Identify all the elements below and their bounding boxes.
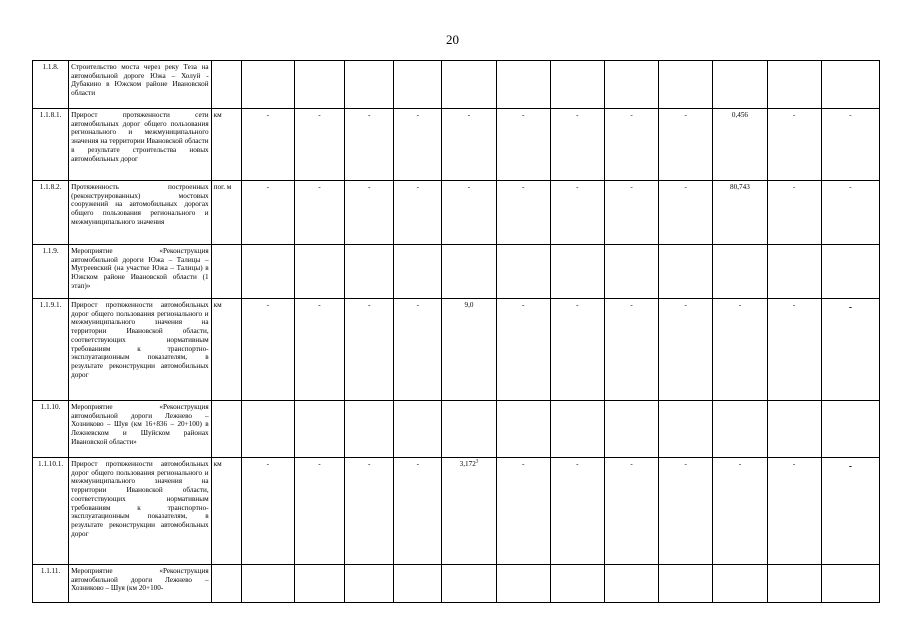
- row-value-cell: [496, 245, 550, 299]
- row-value: -: [576, 183, 579, 191]
- row-value-cell: [496, 61, 550, 109]
- row-value-cell: [294, 181, 344, 245]
- row-value-cell: [496, 181, 550, 245]
- row-value-cell: [442, 61, 496, 109]
- row-value-cell: [294, 61, 344, 109]
- table-row: [33, 565, 880, 603]
- table-row: [33, 458, 880, 565]
- row-value-cell: [442, 565, 496, 603]
- row-value-cell: [442, 299, 496, 401]
- row-value: -: [367, 460, 371, 468]
- row-value-cell: [821, 245, 879, 299]
- row-value-cell: [767, 181, 821, 245]
- row-value: -: [684, 460, 687, 468]
- row-value-cell: [821, 458, 879, 565]
- row-value: 80,743: [730, 183, 750, 191]
- row-value-cell: [604, 109, 658, 181]
- row-number: 1.1.8.1.: [33, 109, 69, 181]
- row-value: -: [467, 111, 471, 119]
- row-value: 3,172: [459, 460, 476, 468]
- row-indicator-name: Строительство моста через реку Теза на автомобильной дороге Южа – Холуй - Дубакино в Южском районе Ивановской области: [69, 61, 212, 109]
- row-value-cell: [241, 245, 294, 299]
- row-value-cell: [713, 109, 767, 181]
- row-value-cell: [496, 565, 550, 603]
- table-row: [33, 109, 880, 181]
- row-unit: [211, 61, 241, 109]
- row-value: -: [367, 111, 371, 119]
- row-value: -: [792, 183, 796, 191]
- row-value: -: [521, 460, 525, 468]
- row-value-cell: [394, 109, 442, 181]
- row-value-cell: [659, 565, 713, 603]
- row-value: -: [576, 111, 579, 119]
- row-value-cell: [345, 565, 394, 603]
- row-value-cell: [550, 401, 604, 458]
- row-value-cell: [767, 61, 821, 109]
- row-value-cell: [394, 61, 442, 109]
- row-value: -: [467, 183, 471, 191]
- row-unit: км: [211, 299, 241, 401]
- row-value: -: [684, 183, 687, 191]
- row-value: -: [521, 111, 525, 119]
- row-value: -: [367, 183, 371, 191]
- row-value: -: [318, 460, 321, 468]
- row-value-cell: [604, 565, 658, 603]
- row-value-cell: [821, 109, 879, 181]
- row-value-cell: [713, 61, 767, 109]
- row-value: -: [684, 111, 687, 119]
- row-value-cell: [394, 458, 442, 565]
- row-value-cell: [345, 109, 394, 181]
- row-value-cell: [496, 109, 550, 181]
- row-value-cell: [659, 109, 713, 181]
- row-indicator-name: Протяженность построенных (реконструированных) мостовых сооружений на автомобильных дорогах общего пользования регионального и межмуниципального значения: [69, 181, 212, 245]
- row-value: -: [849, 183, 852, 191]
- row-value-cell: [659, 61, 713, 109]
- row-value-cell: [345, 181, 394, 245]
- row-value-cell: [604, 458, 658, 565]
- row-unit: [211, 245, 241, 299]
- row-value-cell: [294, 565, 344, 603]
- row-unit: км: [211, 458, 241, 565]
- row-value-cell: [821, 565, 879, 603]
- row-value-cell: [241, 61, 294, 109]
- row-value-cell: [241, 299, 294, 401]
- row-value: -: [576, 460, 579, 468]
- row-value: 0,456: [731, 111, 749, 119]
- row-indicator-name: Мероприятие «Реконструкция автомобильной дороги Лежнево – Хозниково – Шуя (км 20+100-: [69, 565, 212, 603]
- row-value: -: [738, 301, 742, 309]
- row-value: -: [630, 460, 633, 468]
- row-value: 9,0: [464, 301, 474, 309]
- row-value-cell: [713, 245, 767, 299]
- row-value-cell: [345, 299, 394, 401]
- row-value: -: [792, 111, 796, 119]
- row-value-cell: [550, 181, 604, 245]
- row-value-cell: [294, 109, 344, 181]
- row-value-cell: [442, 401, 496, 458]
- row-value: -: [416, 183, 420, 191]
- row-value-cell: [604, 61, 658, 109]
- row-value-cell: [713, 565, 767, 603]
- row-value-cell: [659, 245, 713, 299]
- row-value-cell: [821, 181, 879, 245]
- row-value-cell: [294, 401, 344, 458]
- row-value: -: [792, 460, 796, 468]
- row-value-cell: [767, 299, 821, 401]
- table-row: [33, 299, 880, 401]
- row-number: 1.1.8.2.: [33, 181, 69, 245]
- row-value-cell: [604, 299, 658, 401]
- row-value-cell: [604, 181, 658, 245]
- row-unit: [211, 401, 241, 458]
- row-value-cell: [345, 401, 394, 458]
- row-value-cell: [550, 565, 604, 603]
- row-value-cell: [604, 245, 658, 299]
- row-value-cell: [550, 109, 604, 181]
- row-value-cell: [821, 401, 879, 458]
- row-number: 1.1.9.: [33, 245, 69, 299]
- row-value-cell: [659, 401, 713, 458]
- row-value: -: [318, 111, 321, 119]
- row-value-cell: [713, 181, 767, 245]
- row-value-cell: [442, 245, 496, 299]
- row-value-cell: [442, 109, 496, 181]
- row-value-cell: [345, 458, 394, 565]
- row-value: -: [576, 301, 579, 309]
- row-value-cell: [659, 181, 713, 245]
- row-value-cell: [713, 458, 767, 565]
- row-value: -: [849, 111, 852, 119]
- row-value-cell: [241, 565, 294, 603]
- row-value-cell: [496, 401, 550, 458]
- row-value-cell: [241, 181, 294, 245]
- row-value: -: [684, 301, 687, 309]
- row-value: -: [521, 301, 525, 309]
- table-row: [33, 245, 880, 299]
- row-value-cell: [550, 245, 604, 299]
- row-value-cell: [394, 299, 442, 401]
- row-value-cell: [713, 299, 767, 401]
- row-value: -: [266, 301, 270, 309]
- table-row: [33, 181, 880, 245]
- row-value-cell: [496, 299, 550, 401]
- row-indicator-name: Мероприятие «Реконструкция автомобильной дороги Южа – Талицы – Мугреевский (на участке Южа – Талицы) в Южском районе Ивановской области (1 этап)»: [69, 245, 212, 299]
- row-value: -: [738, 460, 742, 468]
- row-value: -: [318, 183, 321, 191]
- row-value: -: [521, 183, 525, 191]
- table-row: [33, 401, 880, 458]
- row-value-cell: [241, 401, 294, 458]
- row-value-cell: [241, 109, 294, 181]
- row-value-cell: [604, 401, 658, 458]
- page-number: 20: [446, 32, 459, 47]
- footnote-marker: 3: [475, 459, 479, 465]
- row-value-cell: [767, 109, 821, 181]
- row-unit: пог. м: [211, 181, 241, 245]
- row-indicator-name: Мероприятие «Реконструкция автомобильной дороги Лежнево – Хозниково – Шуя (км 16+836 – 20+100) в Лежневском и Шуйском районах Ивановской области»: [69, 401, 212, 458]
- row-value-cell: [294, 458, 344, 565]
- row-value: -: [266, 111, 270, 119]
- row-value-cell: [659, 299, 713, 401]
- indicators-table: [32, 60, 880, 603]
- row-value-cell: [496, 458, 550, 565]
- row-value-cell: [821, 299, 879, 401]
- row-value-cell: [713, 401, 767, 458]
- row-value-cell: [294, 245, 344, 299]
- row-value: -: [318, 301, 321, 309]
- row-value-cell: [394, 401, 442, 458]
- row-value: -: [630, 183, 633, 191]
- row-value: -: [848, 302, 853, 313]
- row-number: 1.1.10.1.: [33, 458, 69, 565]
- row-value-cell: [345, 61, 394, 109]
- row-value-cell: [767, 245, 821, 299]
- row-value: -: [630, 301, 633, 309]
- row-value-cell: [394, 181, 442, 245]
- row-indicator-name: Прирост протяженности автомобильных дорог общего пользования регионального и межмуниципального значения на территории Ивановской области, соответствующих нормативным требованиям к транспортно-эксплуатационным показателям, в результате реконструкции автомобильных дорог: [69, 458, 212, 565]
- row-value: -: [416, 111, 420, 119]
- row-indicator-name: Прирост протяженности сети автомобильных дорог общего пользования регионального и межмуниципального значения на территории Ивановской области в результате строительства новых автомобильных дорог: [69, 109, 212, 181]
- row-value-cell: [442, 181, 496, 245]
- row-value-cell: [767, 565, 821, 603]
- row-value-cell: [767, 458, 821, 565]
- row-value: -: [266, 183, 270, 191]
- row-number: 1.1.9.1.: [33, 299, 69, 401]
- row-value-cell: [394, 565, 442, 603]
- row-number: 1.1.11.: [33, 565, 69, 603]
- row-value-cell: [550, 458, 604, 565]
- table-row: [33, 61, 880, 109]
- table-body: [33, 61, 880, 603]
- row-value: -: [792, 301, 796, 309]
- row-value-cell: [767, 401, 821, 458]
- row-value-cell: [550, 299, 604, 401]
- row-value-cell: [241, 458, 294, 565]
- row-unit: км: [211, 109, 241, 181]
- row-value-cell: [394, 245, 442, 299]
- row-value: -: [416, 301, 420, 309]
- row-value: -: [848, 461, 853, 472]
- row-value: -: [416, 460, 420, 468]
- row-unit: [211, 565, 241, 603]
- row-value-cell: [659, 458, 713, 565]
- row-value: -: [630, 111, 633, 119]
- row-value: -: [367, 301, 371, 309]
- row-value-cell: [821, 61, 879, 109]
- row-value-cell: [550, 61, 604, 109]
- row-value-cell: [294, 299, 344, 401]
- row-value-cell: [442, 458, 496, 565]
- row-value-cell: [345, 245, 394, 299]
- row-number: 1.1.8.: [33, 61, 69, 109]
- row-indicator-name: Прирост протяженности автомобильных дорог общего пользования регионального и межмуниципального значения на территории Ивановской области, соответствующих нормативным требованиям к транспортно-эксплуатационным показателям, в результате реконструкции автомобильных дорог: [69, 299, 212, 401]
- row-value: -: [266, 460, 270, 468]
- row-number: 1.1.10.: [33, 401, 69, 458]
